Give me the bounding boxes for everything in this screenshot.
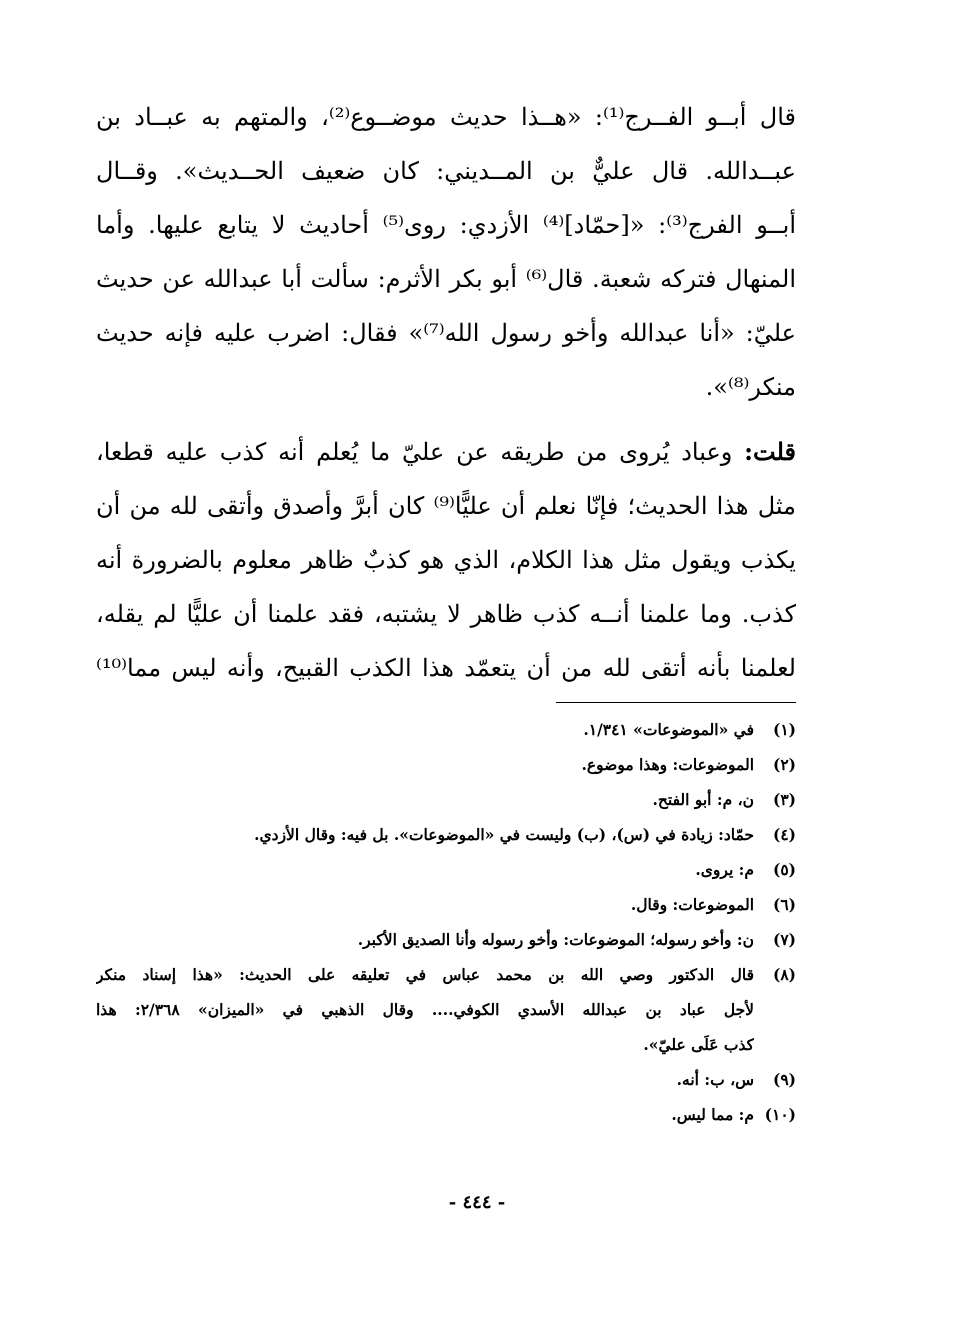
footnote-text [96, 887, 754, 922]
paragraph-2-line: وعباد يُروى من طريقه عن عليّ ما يُعلم أنه كذب عليه قطعا، [96, 438, 745, 466]
footnotes [96, 712, 796, 1132]
footnote-text [96, 852, 754, 887]
footnote-number: (٥) [772, 860, 796, 879]
paragraph-2 [96, 425, 796, 695]
footnote-number: (٦) [772, 895, 796, 914]
footnote-text [96, 747, 754, 782]
footnote-number: (١٠) [764, 1105, 796, 1124]
footnote-number: (٣) [772, 790, 796, 809]
footnote-line: كذب عَلَى عليّ». [643, 1035, 754, 1054]
footnote-item [96, 747, 796, 782]
footnote-item [96, 1062, 796, 1097]
footnote-line: م: يروى. [695, 860, 754, 879]
footnote-number: (٢) [772, 755, 796, 774]
footnote-number: (١) [772, 720, 796, 739]
footnote-line: في «الموضوعات» ١/٣٤١. [583, 720, 754, 739]
footnote-line: ن، م: أبو الفتح. [652, 790, 754, 809]
footnote-text [96, 922, 754, 957]
paragraph-2-lead: قلت: [744, 437, 796, 466]
paragraph-2-line: مثل هذا الحديث؛ فإنّا نعلم أن عليًّا⁽⁹⁾ كان أبرَّ وأصدق وأتقى لله من أن [96, 492, 796, 520]
footnote-item [96, 817, 796, 852]
footnote-number: (٤) [772, 825, 796, 844]
paragraph-1-line: منكر⁽⁸⁾». [705, 373, 796, 401]
footnote-separator [556, 702, 796, 703]
footnote-item [96, 922, 796, 957]
footnote-line: م: مما ليس. [671, 1105, 754, 1124]
paragraph-1-line: أبــو الفرج⁽³⁾: «[حمّاد]⁽⁴⁾ الأزدي: روى⁽⁵⁾ أحاديث لا يتابع عليها. وأما [96, 211, 796, 239]
footnote-line: الموضوعات: وهذا موضوع. [581, 755, 754, 774]
paragraph-2-line: يكذب ويقول مثل هذا الكلام، الذي هو كذبٌ ظاهر معلوم بالضرورة أنه [96, 546, 796, 574]
footnote-number: (٧) [772, 930, 796, 949]
footnote-item [96, 1097, 796, 1132]
paragraph-2-first-line [96, 425, 796, 479]
footnote-line: حمّاد: زيادة في (س)، (ب) وليست في «الموضوعات». بل فيه: وقال الأزدي. [254, 825, 754, 844]
paragraph-1-line: عليّ: «أنا عبدالله وأخو رسول الله⁽⁷⁾» فقال: اضرب عليه فإنه حديث [96, 319, 796, 347]
footnote-number: (٨) [772, 965, 796, 984]
paragraph-1-line: قال أبــو الفــرج⁽¹⁾: «هــذا حديث موضــوع⁽²⁾، والمتهم به عبــاد بن [96, 103, 796, 131]
footnote-text [96, 1062, 754, 1097]
footnote-line: قال الدكتور وصي الله بن محمد عباس في تعليقه على الحديث: «هذا إسناد منكر [96, 965, 754, 984]
footnote-text [96, 1097, 754, 1132]
paragraph-1-line: عبــدالله. قال عليٌّ بن المــديني: كان ضعيف الحــديث». وقــال [96, 157, 796, 185]
paragraph-1-line: المنهال فتركه شعبة. قال⁽⁶⁾ أبو بكر الأثرم: سألت أبا عبدالله عن حديث [96, 265, 796, 293]
footnote-text [96, 712, 754, 747]
footnote-item [96, 782, 796, 817]
paragraph-2-line: كذب. وما علمنا أنــه كذب ظاهر لا يشتبه، فقد علمنا أن عليًّا لم يقله، [96, 600, 796, 628]
page-number: - ٤٤٤ - [448, 1192, 506, 1213]
footnote-line: س، ب: أنه. [676, 1070, 754, 1089]
footnote-line: لأجل عباد بن عبدالله الأسدي الكوفي.... وقال الذهبي في «الميزان» ٢/٣٦٨: هذا [96, 1000, 754, 1019]
footnote-text [96, 957, 754, 1062]
footnote-line: ن: وأخو رسوله؛ الموضوعات: وأخو رسوله وأنا الصديق الأكبر. [357, 930, 754, 949]
footnote-item [96, 887, 796, 922]
footnote-number: (٩) [772, 1070, 796, 1089]
footnote-item [96, 712, 796, 747]
footnote-line: الموضوعات: وقال. [630, 895, 754, 914]
paragraph-2-line: لعلمنا بأنه أتقى لله من أن يتعمّد هذا الكذب القبيح، وأنه ليس مما⁽¹⁰⁾ [96, 654, 796, 682]
footnote-text [96, 817, 754, 852]
paragraph-1 [96, 90, 796, 414]
footnote-item [96, 852, 796, 887]
footnote-item [96, 957, 796, 1062]
footnote-text [96, 782, 754, 817]
